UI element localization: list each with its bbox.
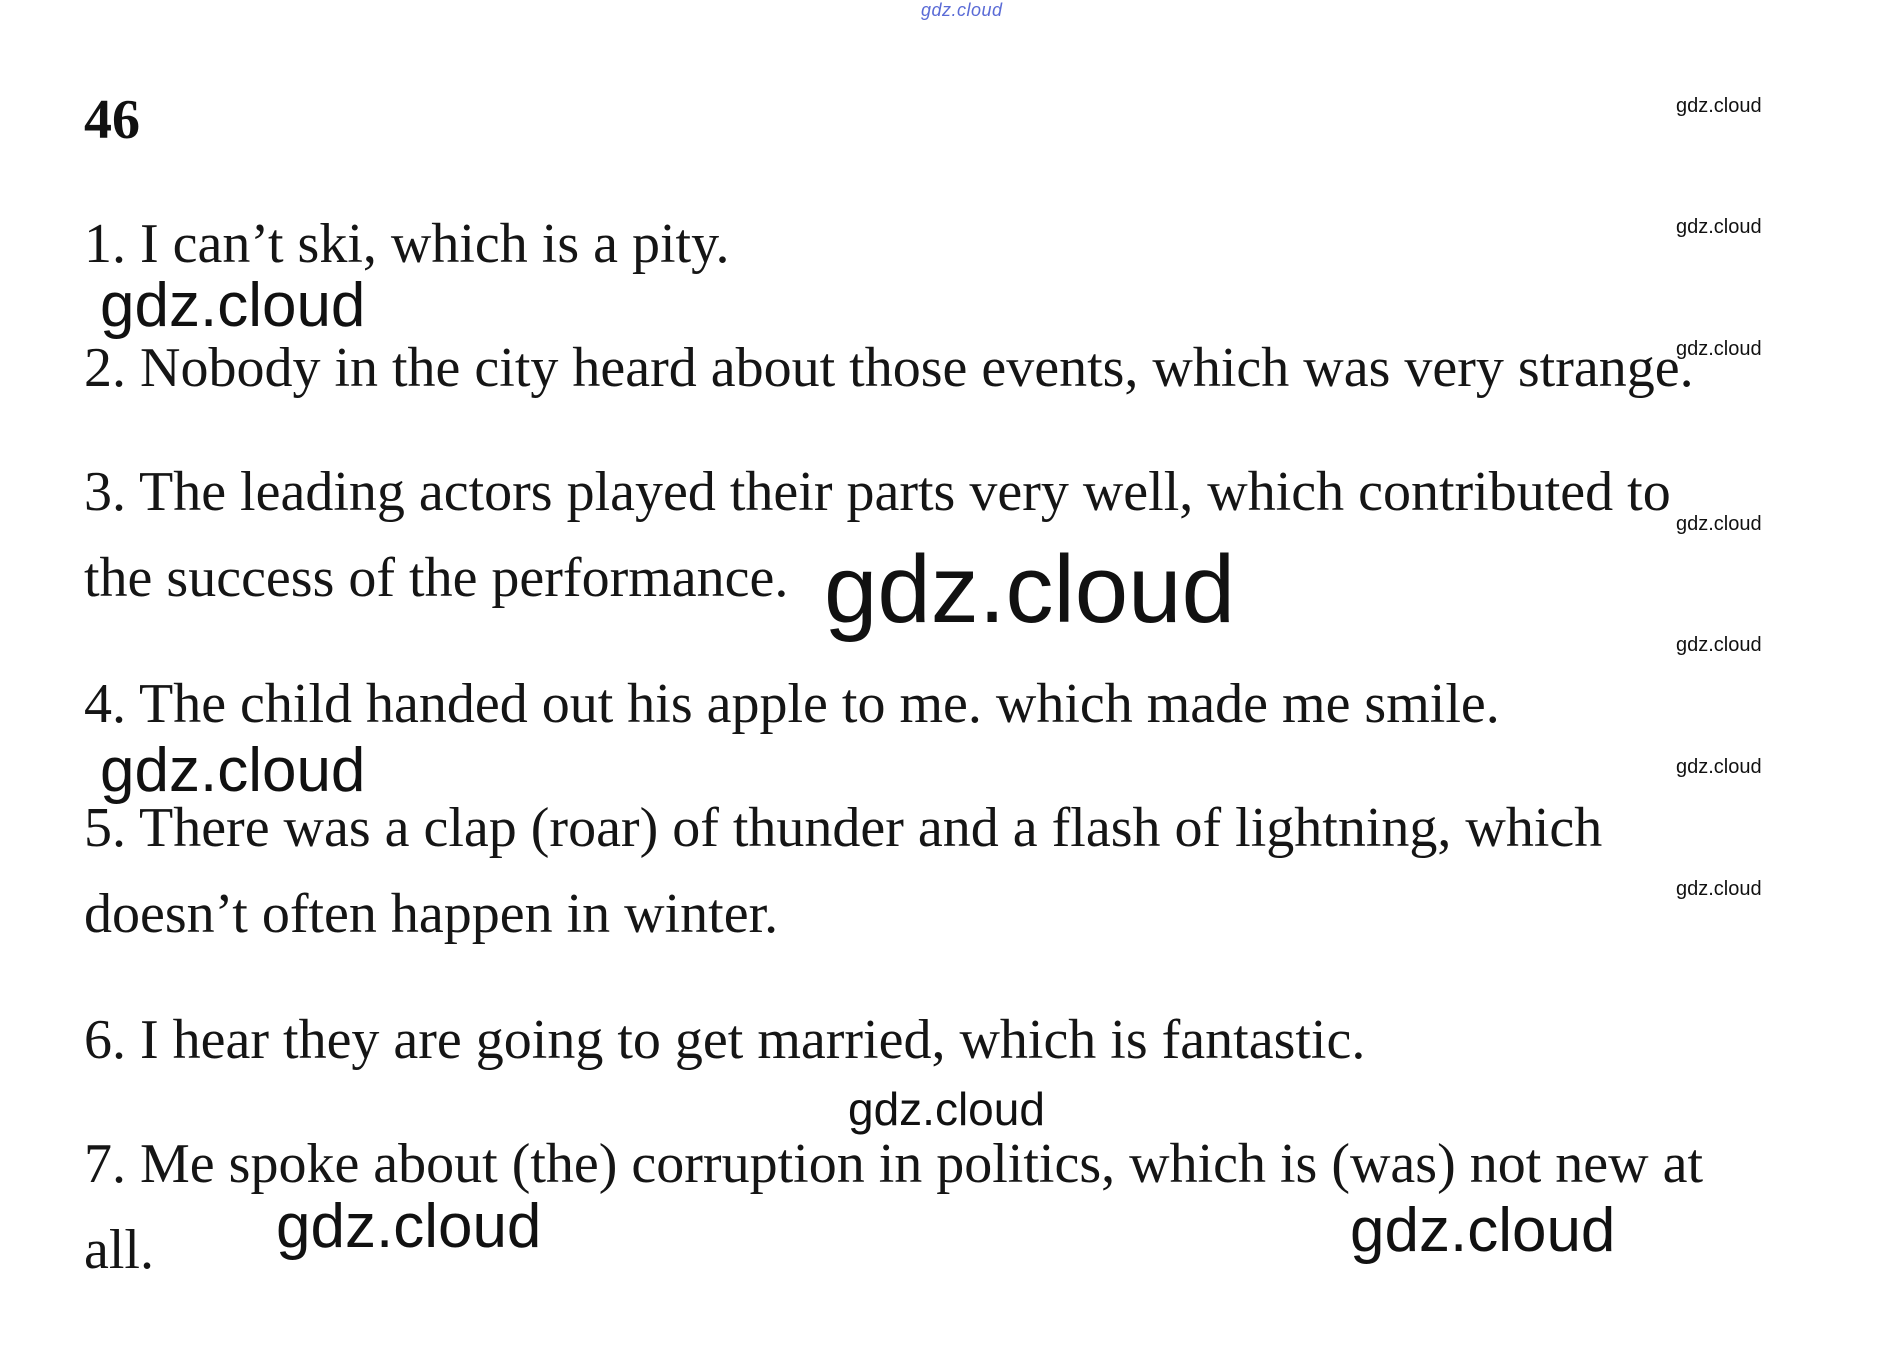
sentence-line: 2. Nobody in the city heard about those events, which was very strange.: [84, 337, 1694, 399]
page-number: 46: [84, 89, 140, 151]
watermark: gdz.cloud: [276, 1192, 542, 1261]
watermark: gdz.cloud: [1676, 216, 1762, 238]
sentence-line: 7. Me spoke about (the) corruption in politics, which is (was) not new at: [84, 1133, 1703, 1195]
top-watermark: gdz.cloud: [921, 0, 1003, 20]
watermark: gdz.cloud: [1676, 634, 1762, 656]
watermark: gdz.cloud: [1676, 878, 1762, 900]
sentence-line: all.: [84, 1219, 154, 1281]
watermark: gdz.cloud: [1350, 1196, 1616, 1265]
sentence-line: the success of the performance.: [84, 547, 789, 609]
sentence-line: 3. The leading actors played their parts very well, which contributed to: [84, 461, 1671, 523]
sentence-line: 4. The child handed out his apple to me. which made me smile.: [84, 673, 1500, 735]
sentence-line: 6. I hear they are going to get married, which is fantastic.: [84, 1009, 1366, 1071]
sentence-line: doesn’t often happen in winter.: [84, 883, 779, 945]
watermark: gdz.cloud: [100, 271, 366, 340]
watermark: gdz.cloud: [1676, 756, 1762, 778]
watermark: gdz.cloud: [848, 1083, 1045, 1135]
watermark: gdz.cloud: [1676, 513, 1762, 535]
watermark: gdz.cloud: [1676, 338, 1762, 360]
watermark: gdz.cloud: [100, 736, 366, 805]
sentence-line: 5. There was a clap (roar) of thunder and a flash of lightning, which: [84, 797, 1603, 859]
watermark: gdz.cloud: [824, 536, 1235, 643]
watermark: gdz.cloud: [1676, 95, 1762, 117]
sentence-line: 1. I can’t ski, which is a pity.: [84, 213, 730, 275]
